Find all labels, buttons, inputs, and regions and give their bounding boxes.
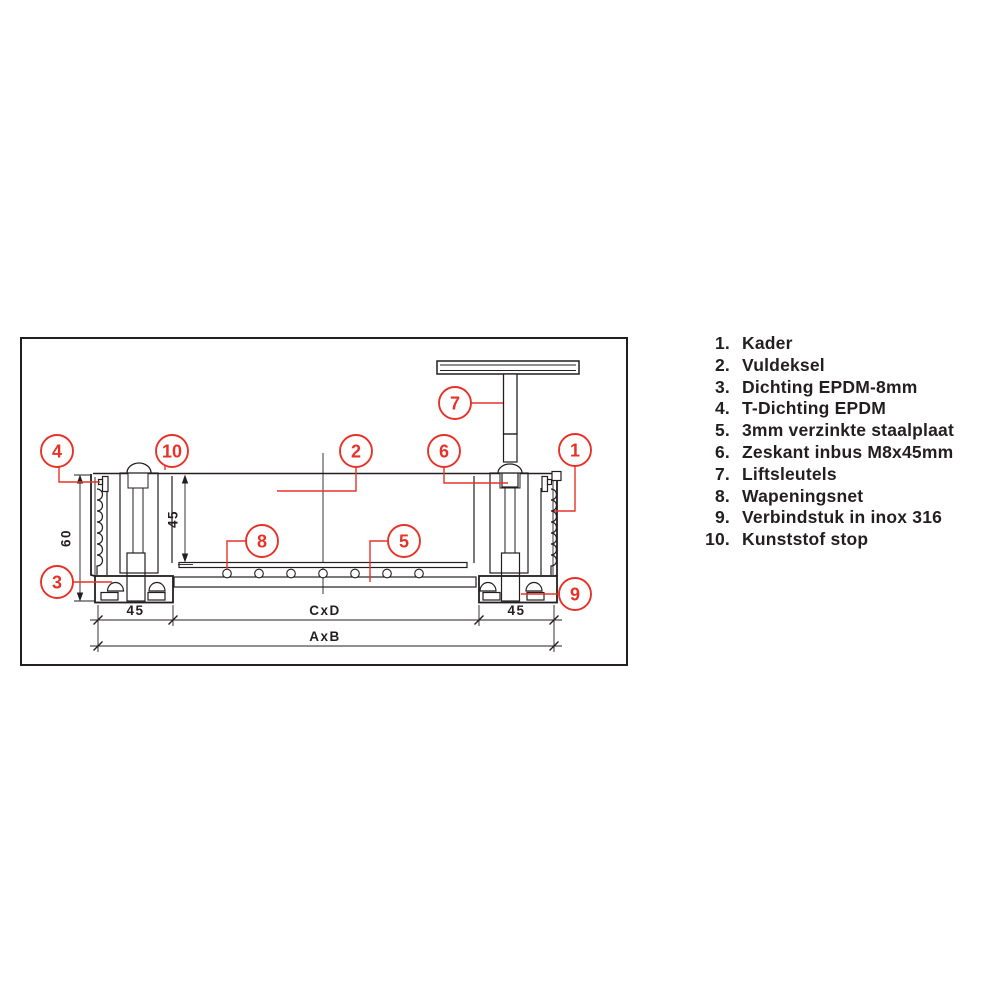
bolt-channel-left (133, 488, 143, 553)
svg-text:4: 4 (51, 441, 63, 462)
legend-item (705, 442, 990, 464)
dim-label-cxd: CxD (309, 603, 341, 618)
legend-item-number: 9. (715, 507, 730, 528)
legend-item-number: 1. (715, 333, 730, 353)
frame-left-ribs (97, 489, 103, 575)
legend-item (705, 377, 990, 399)
callout-10 (156, 435, 188, 470)
foot-right (479, 576, 557, 603)
legend-item-number: 6. (715, 441, 730, 462)
legend-item-number: 3. (715, 376, 730, 397)
callout-7 (439, 387, 503, 419)
legend-item-label: Wapeningsnet (742, 485, 864, 506)
legend-item-label: Vuldeksel (742, 354, 825, 375)
legend-item-label: Kader (742, 333, 793, 353)
dim-label-45-right: 45 (507, 603, 526, 618)
dim-label-45-left: 45 (126, 603, 145, 618)
svg-text:1: 1 (569, 440, 581, 461)
svg-text:10: 10 (161, 441, 183, 462)
svg-text:2: 2 (350, 441, 362, 462)
steel-plate (174, 577, 476, 587)
legend-item-number: 10. (705, 529, 730, 550)
bolt-head-dome (498, 464, 522, 473)
plastic-stop-dome (127, 463, 151, 473)
frame-right-section (541, 472, 561, 578)
frame-right-ribs (551, 489, 557, 575)
legend-item (705, 529, 990, 551)
legend-item-number: 5. (715, 420, 730, 441)
dim-label-45-depth: 45 (165, 509, 181, 529)
lift-key-shaft (504, 374, 518, 434)
legend (705, 333, 990, 551)
bolt-channel-right (505, 488, 515, 553)
legend-item (705, 420, 990, 442)
legend-item-label: Liftsleutels (742, 463, 837, 484)
legend-item-number: 8. (715, 485, 730, 506)
svg-text:5: 5 (398, 531, 410, 552)
legend-item-number: 2. (715, 354, 730, 375)
legend-item (705, 355, 990, 377)
hex-bolt-head (502, 473, 518, 487)
callout-5 (370, 525, 420, 582)
legend-item-label: Kunststof stop (742, 529, 869, 550)
legend-item (705, 398, 990, 420)
legend-item-label: 3mm verzinkte staalplaat (742, 420, 954, 441)
lift-key-handle (437, 361, 579, 374)
legend-item (705, 464, 990, 486)
legend-item-number: 7. (715, 463, 730, 484)
legend-item (705, 486, 990, 508)
legend-item-number: 4. (715, 398, 730, 419)
callout-2 (277, 435, 372, 491)
dim-label-60: 60 (58, 528, 74, 548)
stop-recess (128, 473, 148, 488)
legend-item-label: Dichting EPDM-8mm (742, 376, 918, 397)
svg-text:3: 3 (51, 572, 63, 593)
svg-text:8: 8 (256, 531, 268, 552)
dim-label-axb: AxB (309, 629, 341, 644)
callout-6 (428, 435, 508, 483)
legend-item-label: T-Dichting EPDM (742, 398, 886, 419)
foot-left (95, 576, 173, 603)
lid-floor (179, 563, 467, 568)
frame-left-section (91, 474, 108, 577)
legend-item-label: Zeskant inbus M8x45mm (742, 441, 954, 462)
svg-text:7: 7 (449, 393, 461, 414)
svg-text:9: 9 (569, 584, 581, 605)
legend-item (705, 507, 990, 529)
legend-item-label: Verbindstuk in inox 316 (742, 507, 943, 528)
svg-text:6: 6 (438, 441, 450, 462)
lift-key-tip (504, 434, 518, 462)
legend-item (705, 333, 990, 355)
